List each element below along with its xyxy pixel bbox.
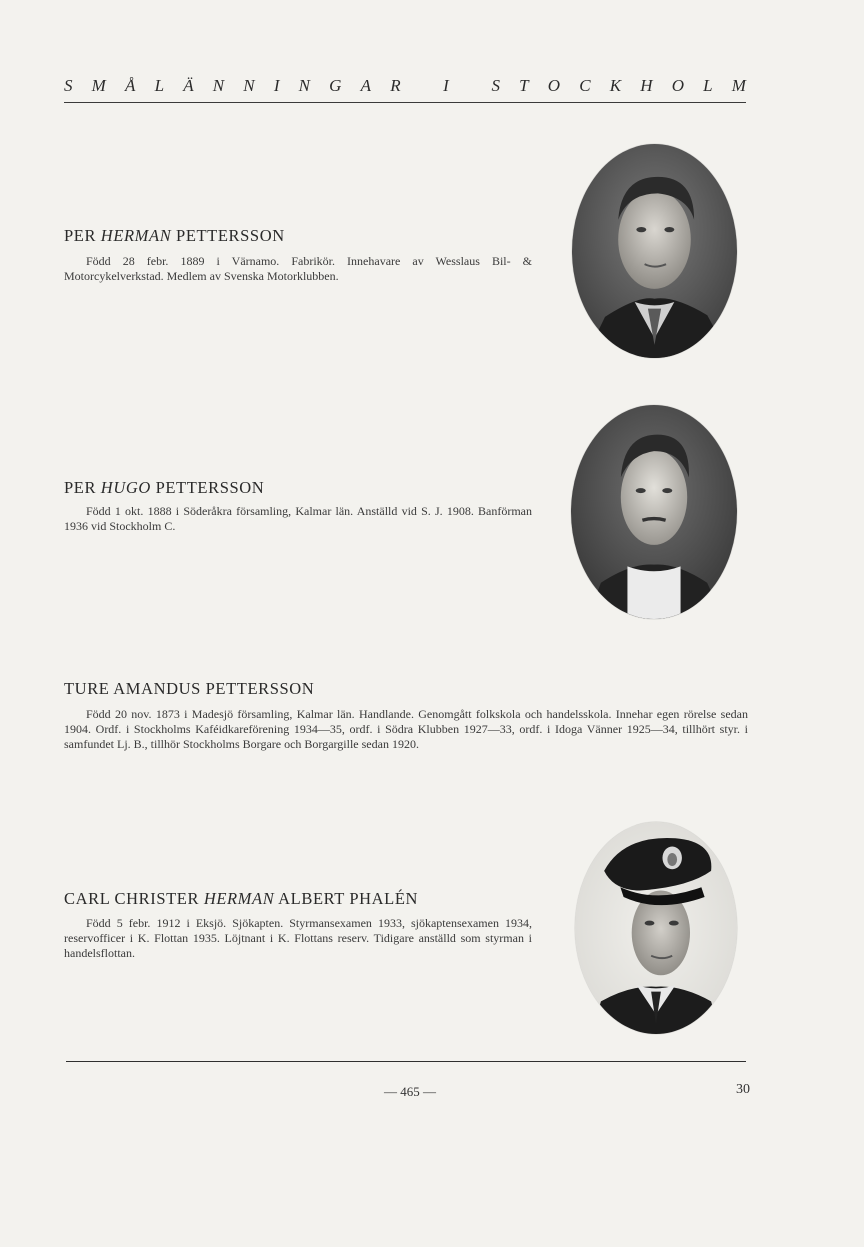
biography-entry	[64, 226, 534, 296]
portrait-photo	[571, 405, 737, 619]
header-letter: H	[640, 76, 653, 95]
header-letter: I	[273, 76, 280, 95]
header-spacer	[420, 76, 424, 96]
name-text: TURE AMANDUS PETTERSSON	[64, 679, 315, 698]
entry-biography: Född 28 febr. 1889 i Värnamo. Fabrikör. Innehavare av Wesslaus Bil- & Motorcykelverkstad. Medlem av Svenska Motorklubben.	[64, 254, 532, 283]
name-text: PER	[64, 478, 101, 497]
header-letter: Ä	[183, 76, 194, 95]
header-letter: I	[443, 76, 449, 95]
header-letter: K	[609, 76, 622, 95]
name-text: PER	[64, 226, 101, 245]
header-letter: N	[298, 76, 310, 95]
name-text: ALBERT PHALÉN	[274, 889, 419, 908]
entry-name	[64, 679, 314, 699]
portrait-photo	[575, 822, 737, 1034]
page-number: — 465 —	[384, 1084, 436, 1099]
header-letter: T	[519, 76, 529, 95]
name-text: CARL CHRISTER	[64, 889, 204, 908]
name-text: PETTERSSON	[150, 478, 265, 497]
header-letter: G	[329, 76, 342, 95]
sheet-number: 30	[736, 1082, 750, 1097]
entry-biography: Född 5 febr. 1912 i Eksjö. Sjökapten. Styrmansexamen 1933, sjökaptensexamen 1934, reservofficer i K. Flottan 1935. Löjtnant i K. Flottans reserv. Tidigare anställd som styrman i handelsflottan.	[64, 916, 532, 960]
name-text: PETTERSSON	[171, 226, 285, 245]
header-letter: N	[212, 76, 225, 95]
header-letter: S	[64, 76, 73, 95]
portrait-photo-image	[575, 822, 737, 1034]
portrait-photo-image	[571, 405, 737, 619]
name-italic: HERMAN	[203, 889, 275, 908]
running-header	[64, 74, 746, 103]
entry-name	[64, 478, 264, 498]
entry-name	[64, 226, 285, 246]
header-letter: M	[91, 76, 106, 95]
header-letter: L	[154, 76, 165, 95]
portrait-photo	[572, 144, 737, 358]
header-letter: L	[703, 76, 713, 95]
header-letter: R	[390, 76, 401, 95]
header-letter: O	[671, 76, 684, 95]
entry-biography: Född 1 okt. 1888 i Söderåkra församling, Kalmar län. Anställd vid S. J. 1908. Banförman 1936 vid Stockholm C.	[64, 504, 532, 533]
header-letter: O	[547, 76, 561, 95]
footer-rule	[66, 1061, 746, 1062]
header-letter: A	[360, 76, 372, 95]
header-spacer	[468, 76, 472, 96]
name-italic: HUGO	[100, 478, 151, 497]
name-italic: HERMAN	[100, 226, 172, 245]
header-letter: C	[579, 76, 591, 95]
header-letter: N	[243, 76, 255, 95]
biography-entry	[64, 679, 750, 779]
header-letter: M	[731, 76, 746, 95]
biography-entry	[64, 478, 534, 548]
header-letter: Å	[125, 76, 136, 95]
header-letter: S	[491, 76, 500, 95]
portrait-photo-image	[572, 144, 737, 358]
running-header-title	[64, 76, 746, 96]
biography-entry	[64, 889, 534, 979]
entry-name	[64, 889, 418, 909]
entry-biography: Född 20 nov. 1873 i Madesjö församling, Kalmar län. Handlande. Genomgått folkskola och handelsskola. Innehar egen rörelse sedan 1904. Ordf. i Stockholms Kaféidkareförening 1934—35, ordf. i Södra Klubben 1927—33, ordf. i Idoga Vänner 1925—34, tillhört styr. i samfundet Lj. B., tillhör Stockholms Borgare och Borgargille sedan 1920.	[64, 707, 748, 751]
